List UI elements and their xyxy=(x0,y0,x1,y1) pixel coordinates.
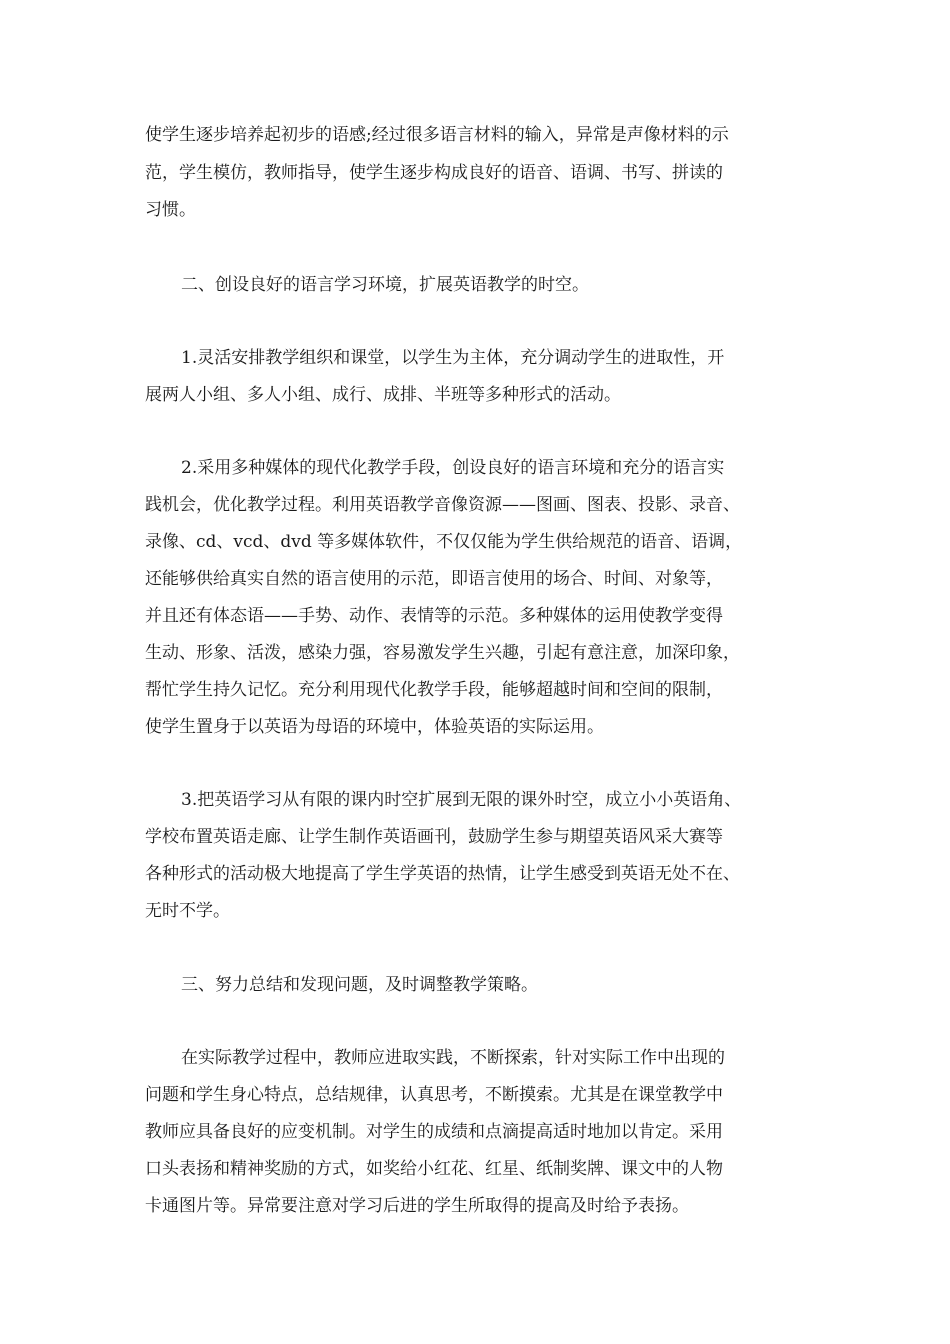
paragraph-line: 生动、形象、活泼，感染力强，容易激发学生兴趣，引起有意注意，加深印象， xyxy=(145,643,740,663)
paragraph-line: 1.灵活安排教学组织和课堂，以学生为主体，充分调动学生的进取性，开 xyxy=(181,348,725,368)
paragraph-line: 口头表扬和精神奖励的方式，如奖给小红花、红星、纸制奖牌、课文中的人物 xyxy=(145,1159,723,1179)
paragraph-line: 还能够供给真实自然的语言使用的示范，即语言使用的场合、时间、对象等， xyxy=(145,569,723,589)
paragraph-line: 帮忙学生持久记忆。充分利用现代化教学手段，能够超越时间和空间的限制， xyxy=(145,680,723,700)
paragraph-line: 问题和学生身心特点，总结规律，认真思考，不断摸索。尤其是在课堂教学中 xyxy=(145,1085,723,1105)
paragraph-line: 无时不学。 xyxy=(145,901,230,921)
paragraph-line: 录像、cd、vcd、dvd 等多媒体软件，不仅仅能为学生供给规范的语音、语调， xyxy=(145,532,743,552)
paragraph-line: 践机会，优化教学过程。利用英语教学音像资源——图画、图表、投影、录音、 xyxy=(145,495,740,515)
paragraph-line: 使学生逐步培养起初步的语感;经过很多语言材料的输入，异常是声像材料的示 xyxy=(145,125,729,145)
paragraph-line: 使学生置身于以英语为母语的环境中，体验英语的实际运用。 xyxy=(145,717,604,737)
paragraph-line: 在实际教学过程中，教师应进取实践，不断探索，针对实际工作中出现的 xyxy=(181,1048,725,1068)
paragraph-line: 习惯。 xyxy=(145,200,196,220)
section-heading: 三、努力总结和发现问题，及时调整教学策略。 xyxy=(181,975,538,995)
paragraph-line: 学校布置英语走廊、让学生制作英语画刊，鼓励学生参与期望英语风采大赛等 xyxy=(145,827,723,847)
paragraph-line: 展两人小组、多人小组、成行、成排、半班等多种形式的活动。 xyxy=(145,385,621,405)
paragraph-line: 并且还有体态语——手势、动作、表情等的示范。多种媒体的运用使教学变得 xyxy=(145,606,723,626)
paragraph-line: 2.采用多种媒体的现代化教学手段，创设良好的语言环境和充分的语言实 xyxy=(181,458,725,478)
paragraph-line: 3.把英语学习从有限的课内时空扩展到无限的课外时空，成立小小英语角、 xyxy=(181,790,742,810)
paragraph-line: 教师应具备良好的应变机制。对学生的成绩和点滴提高适时地加以肯定。采用 xyxy=(145,1122,723,1142)
section-heading: 二、创设良好的语言学习环境，扩展英语教学的时空。 xyxy=(181,275,589,295)
paragraph-line: 各种形式的活动极大地提高了学生学英语的热情，让学生感受到英语无处不在、 xyxy=(145,864,740,884)
paragraph-line: 范，学生模仿，教师指导，使学生逐步构成良好的语音、语调、书写、拼读的 xyxy=(145,163,723,183)
paragraph-line: 卡通图片等。异常要注意对学习后进的学生所取得的提高及时给予表扬。 xyxy=(145,1196,689,1216)
